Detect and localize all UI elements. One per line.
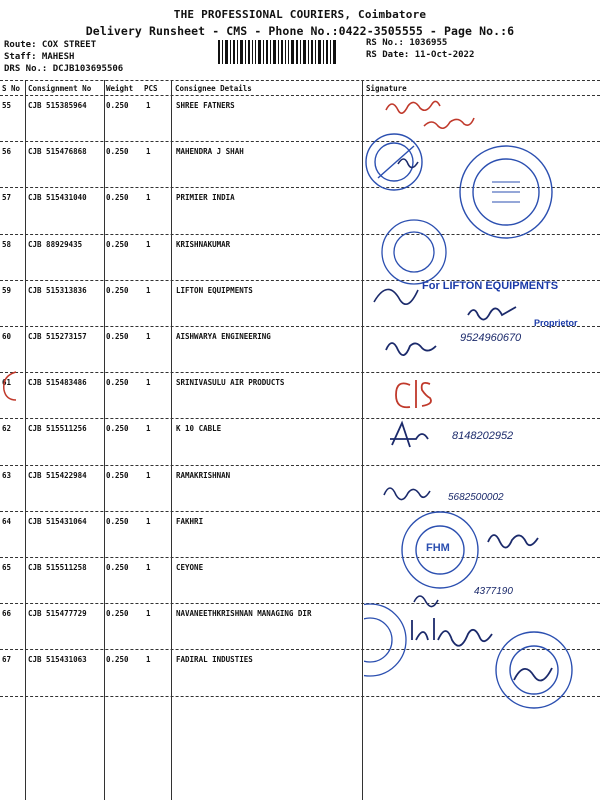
cell-pcs: 1 <box>146 101 151 110</box>
document-title: THE PROFESSIONAL COURIERS, Coimbatore <box>173 8 427 21</box>
cell-consignment: CJB 515511256 <box>28 424 87 434</box>
lifton-stamp-text: For LIFTON EQUIPMENTS <box>422 280 559 292</box>
cell-consignee: K 10 CABLE <box>176 424 222 434</box>
cell-sno: 56 <box>2 147 12 157</box>
cell-consignee: SRINIVASULU AIR PRODUCTS <box>176 378 285 388</box>
cell-weight: 0.250 <box>106 239 129 249</box>
cell-pcs: 1 <box>146 655 151 665</box>
cell-sno: 63 <box>2 470 12 480</box>
cell-consignee: CEYONE <box>176 563 204 572</box>
cell-consignment: CJB 515476868 <box>28 147 87 157</box>
cell-consignee: KRISHNAKUMAR <box>176 239 231 249</box>
drs-label: DRS No.: DCJB103695506 <box>4 64 124 74</box>
cell-consignee: RAMAKRISHNAN <box>176 470 231 480</box>
signature-62 <box>390 423 428 447</box>
col-header-consignment: Consignment No <box>28 84 92 93</box>
cell-weight: 0.250 <box>106 516 129 526</box>
cell-pcs: 1 <box>146 378 151 388</box>
signature-65 <box>414 596 438 607</box>
managing-director-stamp <box>364 604 406 676</box>
cell-pcs: 1 <box>146 470 151 480</box>
cell-sno: 64 <box>2 516 12 526</box>
cell-sno: 60 <box>2 332 12 341</box>
cell-pcs: 1 <box>146 516 151 526</box>
col-header-consignee: Consignee Details <box>175 84 252 93</box>
cell-weight: 0.250 <box>106 655 129 665</box>
cell-pcs: 1 <box>146 285 151 295</box>
krishnakumar-stamp <box>382 220 446 284</box>
cell-weight: 0.250 <box>106 563 129 572</box>
red-mark-61 <box>0 368 34 404</box>
signature-63 <box>384 488 430 500</box>
red-initials-61 <box>396 380 431 408</box>
cell-pcs: 1 <box>146 193 151 203</box>
cell-sno: 65 <box>2 563 12 572</box>
signature-64 <box>488 535 538 548</box>
company-round-stamp <box>460 146 552 238</box>
cell-weight: 0.250 <box>106 609 129 619</box>
signature-56 <box>398 159 418 168</box>
cell-sno: 55 <box>2 101 12 110</box>
phone-66: 4377190 <box>474 586 513 597</box>
cell-consignment: CJB 88929435 <box>28 239 83 249</box>
cell-pcs: 1 <box>146 239 151 249</box>
cell-weight: 0.250 <box>106 101 129 110</box>
cell-sno: 62 <box>2 424 12 434</box>
cell-consignment: CJB 515483486 <box>28 378 87 388</box>
cell-sno: 61 <box>2 378 12 388</box>
fhm-stamp-text: FHM <box>426 542 450 554</box>
signature-67 <box>514 668 552 681</box>
shah-company-stamp <box>366 134 422 190</box>
col-header-sno: S No <box>2 84 21 93</box>
cell-sno: 59 <box>2 285 12 295</box>
cell-consignment: CJB 515431063 <box>28 655 87 665</box>
signature-area <box>364 80 600 800</box>
cell-consignment: CJB 515431040 <box>28 193 87 203</box>
cell-pcs: 1 <box>146 424 151 434</box>
col-header-pcs: PCS <box>144 84 158 93</box>
lifton-role-text: Proprietor <box>534 318 578 328</box>
cell-weight: 0.250 <box>106 193 129 203</box>
cell-consignee: FAKHRI <box>176 516 204 526</box>
col-header-weight: Weight <box>106 84 134 93</box>
cell-sno: 57 <box>2 193 12 203</box>
cell-pcs: 1 <box>146 609 151 619</box>
cell-consignment: CJB 515313836 <box>28 285 87 295</box>
cell-consignment: CJB 515477729 <box>28 609 87 619</box>
signature-60 <box>386 343 436 355</box>
cell-consignment: CJB 515511258 <box>28 563 87 572</box>
staff-label: Staff: MAHESH <box>4 52 75 62</box>
cell-consignee: PRIMIER INDIA <box>176 193 235 203</box>
cell-consignment: CJB 515385964 <box>28 101 87 110</box>
cell-consignment: CJB 515422984 <box>28 470 87 480</box>
cell-consignment: CJB 515431064 <box>28 516 87 526</box>
signature-59 <box>374 289 418 304</box>
cell-pcs: 1 <box>146 332 151 341</box>
rs-date: RS Date: 11-Oct-2022 <box>366 50 475 60</box>
cell-sno: 58 <box>2 239 12 249</box>
cell-weight: 0.250 <box>106 285 129 295</box>
cell-consignee: SHREE FATNERS <box>176 101 235 110</box>
signature-59b <box>468 307 516 320</box>
cell-consignee: MAHENDRA J SHAH <box>176 147 244 157</box>
red-handwriting <box>386 101 474 128</box>
cell-weight: 0.250 <box>106 147 129 157</box>
rs-number: RS No.: 1036955 <box>366 38 448 48</box>
cell-weight: 0.250 <box>106 424 129 434</box>
cell-consignee: NAVANEETHKRISHNAN MANAGING DIR <box>176 609 312 619</box>
cell-sno: 66 <box>2 609 12 619</box>
cell-consignee: FADIRAL INDUSTIES <box>176 655 253 665</box>
col-header-signature: Signature <box>366 84 407 93</box>
cell-pcs: 1 <box>146 563 151 572</box>
cell-weight: 0.250 <box>106 332 129 341</box>
phone-60: 9524960670 <box>460 332 522 344</box>
phone-62: 8148202952 <box>452 430 514 442</box>
barcode <box>218 40 338 64</box>
cell-weight: 0.250 <box>106 378 129 388</box>
route-label: Route: COX STREET <box>4 40 97 50</box>
cell-weight: 0.250 <box>106 470 129 480</box>
cell-pcs: 1 <box>146 147 151 157</box>
phone-63: 5682500002 <box>448 492 504 503</box>
cell-consignee: AISHWARYA ENGINEERING <box>176 332 271 341</box>
signature-66 <box>412 618 492 646</box>
document-subtitle: Delivery Runsheet - CMS - Phone No.:0422-3505555 - Page No.:6 <box>85 24 515 38</box>
cell-consignment: CJB 515273157 <box>28 332 87 341</box>
industrial-round-stamp <box>496 632 572 708</box>
cell-sno: 67 <box>2 655 12 665</box>
cell-consignee: LIFTON EQUIPMENTS <box>176 285 253 295</box>
